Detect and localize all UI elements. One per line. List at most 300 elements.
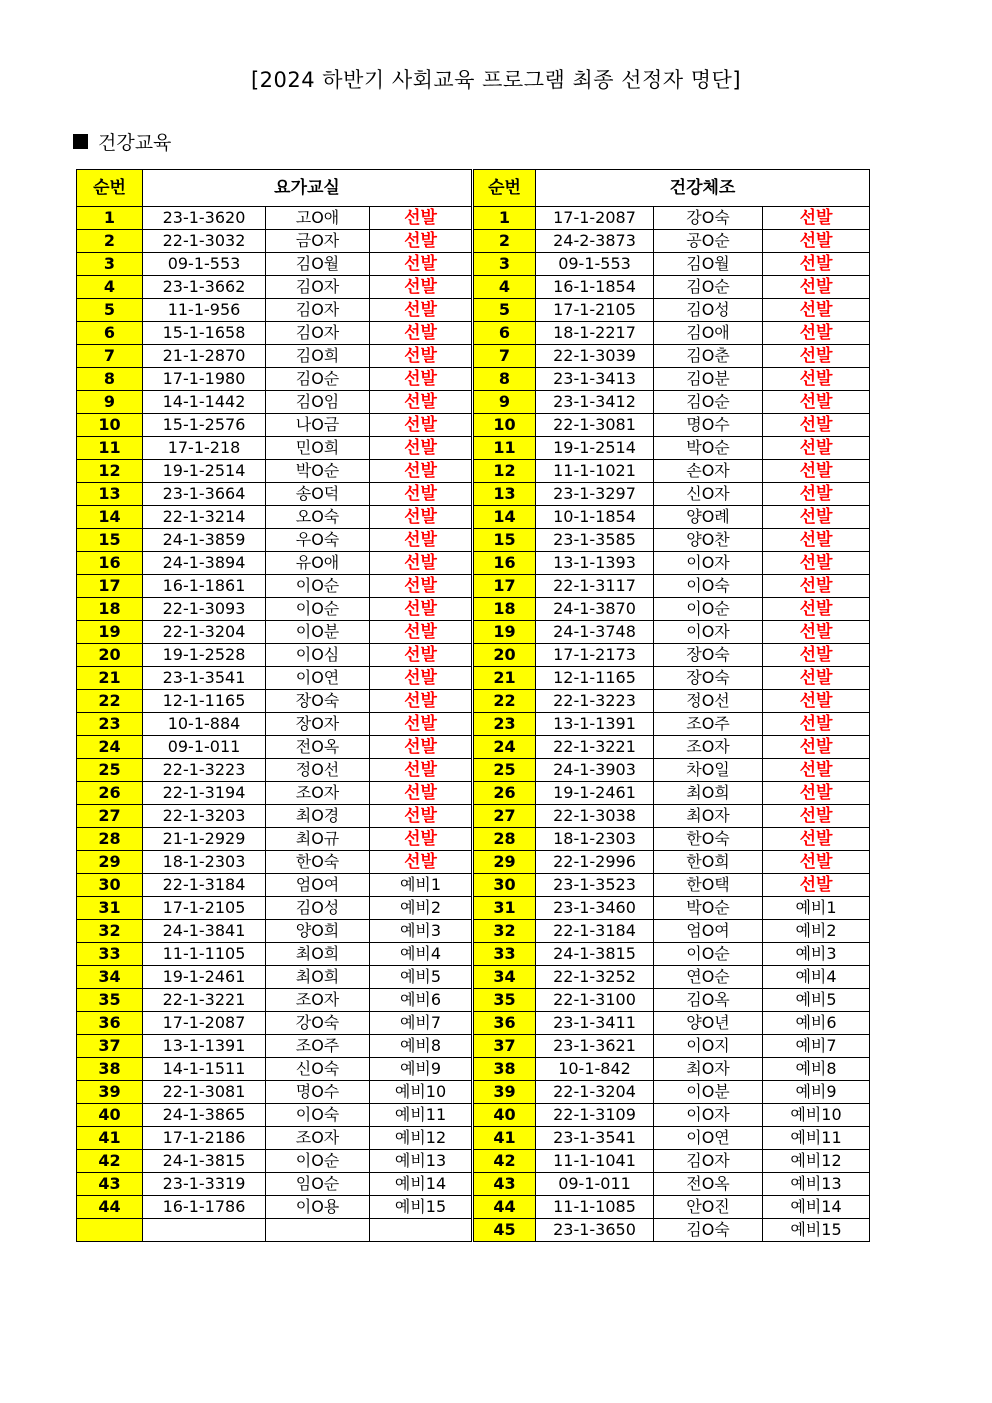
row-number: 43	[474, 1173, 536, 1196]
table-row	[474, 1104, 870, 1127]
table-row	[77, 943, 472, 966]
member-id: 13-1-1393	[536, 552, 654, 575]
row-number: 6	[77, 322, 143, 345]
member-name: 최O경	[266, 805, 370, 828]
row-number: 36	[474, 1012, 536, 1035]
table-row	[474, 690, 870, 713]
member-id: 23-1-3585	[536, 529, 654, 552]
row-number: 5	[474, 299, 536, 322]
row-number: 21	[474, 667, 536, 690]
row-number: 31	[474, 897, 536, 920]
table-row	[77, 920, 472, 943]
member-name: 김O춘	[654, 345, 763, 368]
member-id: 18-1-2303	[143, 851, 266, 874]
row-number: 2	[77, 230, 143, 253]
table-row	[77, 713, 472, 736]
member-id: 22-1-3221	[143, 989, 266, 1012]
member-id: 17-1-2186	[143, 1127, 266, 1150]
member-name: 이O연	[266, 667, 370, 690]
row-number: 29	[77, 851, 143, 874]
row-number: 25	[474, 759, 536, 782]
member-name: 전O옥	[654, 1173, 763, 1196]
selection-status: 선발	[763, 736, 870, 759]
row-number: 37	[77, 1035, 143, 1058]
no-column-header: 순번	[77, 170, 143, 207]
row-number: 25	[77, 759, 143, 782]
yoga-class-rows	[77, 207, 472, 1242]
table-row	[77, 1104, 472, 1127]
selection-status: 선발	[370, 207, 472, 230]
member-name: 임O순	[266, 1173, 370, 1196]
table-row	[77, 437, 472, 460]
table-row	[474, 437, 870, 460]
member-id: 23-1-3650	[536, 1219, 654, 1242]
row-number: 38	[77, 1058, 143, 1081]
row-number: 42	[77, 1150, 143, 1173]
row-number: 34	[77, 966, 143, 989]
member-name: 이O자	[654, 621, 763, 644]
row-number: 11	[77, 437, 143, 460]
row-number: 12	[474, 460, 536, 483]
selection-status: 선발	[763, 644, 870, 667]
no-column-header: 순번	[474, 170, 536, 207]
member-name: 박O순	[266, 460, 370, 483]
selection-status: 예비3	[370, 920, 472, 943]
member-name: 강O숙	[266, 1012, 370, 1035]
row-number	[77, 1219, 143, 1242]
member-name: 강O숙	[654, 207, 763, 230]
selection-status: 예비4	[763, 966, 870, 989]
table-row	[474, 966, 870, 989]
member-name: 고O애	[266, 207, 370, 230]
row-number: 10	[77, 414, 143, 437]
selection-status: 예비10	[763, 1104, 870, 1127]
selection-status: 선발	[763, 299, 870, 322]
row-number: 30	[474, 874, 536, 897]
row-number: 43	[77, 1173, 143, 1196]
member-name: 신O자	[654, 483, 763, 506]
selection-status: 선발	[763, 483, 870, 506]
page-title: [2024 하반기 사회교육 프로그램 최종 선정자 명단]	[250, 68, 742, 92]
table-row	[77, 874, 472, 897]
table-row	[474, 1035, 870, 1058]
member-name: 조O자	[266, 989, 370, 1012]
row-number: 23	[474, 713, 536, 736]
table-row	[77, 1150, 472, 1173]
member-id: 11-1-1021	[536, 460, 654, 483]
selection-status: 선발	[763, 345, 870, 368]
row-number: 3	[77, 253, 143, 276]
row-number: 19	[474, 621, 536, 644]
row-number: 9	[474, 391, 536, 414]
selection-status: 선발	[763, 690, 870, 713]
member-id: 22-1-2996	[536, 851, 654, 874]
selection-status: 선발	[763, 805, 870, 828]
table-row	[474, 506, 870, 529]
member-id: 17-1-2087	[536, 207, 654, 230]
table-row	[77, 851, 472, 874]
selection-status: 선발	[370, 368, 472, 391]
member-id: 22-1-3203	[143, 805, 266, 828]
selection-status: 선발	[763, 276, 870, 299]
table-row	[77, 736, 472, 759]
row-number: 11	[474, 437, 536, 460]
selection-status: 선발	[763, 667, 870, 690]
table-row	[77, 552, 472, 575]
member-id: 10-1-1854	[536, 506, 654, 529]
table-row	[77, 207, 472, 230]
table-row	[77, 345, 472, 368]
member-name: 최O자	[654, 1058, 763, 1081]
member-name: 양O년	[654, 1012, 763, 1035]
member-id: 24-1-3815	[143, 1150, 266, 1173]
member-name: 이O숙	[266, 1104, 370, 1127]
member-name: 김O월	[266, 253, 370, 276]
row-number: 15	[474, 529, 536, 552]
member-name: 공O순	[654, 230, 763, 253]
member-name: 엄O여	[266, 874, 370, 897]
table-row	[474, 368, 870, 391]
section-label: 건강교육	[98, 132, 172, 154]
member-id: 22-1-3117	[536, 575, 654, 598]
table-row	[474, 805, 870, 828]
member-id: 24-1-3841	[143, 920, 266, 943]
selection-status: 예비14	[370, 1173, 472, 1196]
selection-status: 예비5	[763, 989, 870, 1012]
selection-status: 선발	[763, 529, 870, 552]
member-id: 22-1-3093	[143, 598, 266, 621]
member-id: 13-1-1391	[143, 1035, 266, 1058]
table-row	[474, 276, 870, 299]
member-id: 24-1-3894	[143, 552, 266, 575]
member-id: 12-1-1165	[143, 690, 266, 713]
member-id: 15-1-2576	[143, 414, 266, 437]
member-id: 16-1-1854	[536, 276, 654, 299]
row-number: 18	[77, 598, 143, 621]
selection-status: 선발	[370, 759, 472, 782]
table-row	[474, 920, 870, 943]
table-row	[474, 253, 870, 276]
health-exercise-table	[473, 169, 870, 1242]
row-number: 16	[474, 552, 536, 575]
member-id: 22-1-3081	[143, 1081, 266, 1104]
member-id: 17-1-1980	[143, 368, 266, 391]
row-number: 45	[474, 1219, 536, 1242]
row-number: 34	[474, 966, 536, 989]
member-id: 23-1-3460	[536, 897, 654, 920]
member-name: 차O일	[654, 759, 763, 782]
member-name: 안O진	[654, 1196, 763, 1219]
selection-status: 선발	[370, 322, 472, 345]
table-row	[474, 230, 870, 253]
table-row	[77, 667, 472, 690]
member-name: 김O임	[266, 391, 370, 414]
selection-status: 예비11	[763, 1127, 870, 1150]
member-id: 22-1-3204	[536, 1081, 654, 1104]
table-row	[77, 1173, 472, 1196]
table-row	[474, 575, 870, 598]
table-row	[474, 322, 870, 345]
member-name: 이O자	[654, 1104, 763, 1127]
selection-status: 예비8	[370, 1035, 472, 1058]
member-id: 22-1-3100	[536, 989, 654, 1012]
row-number: 36	[77, 1012, 143, 1035]
member-id: 14-1-1442	[143, 391, 266, 414]
member-name: 최O자	[654, 805, 763, 828]
member-name: 최O희	[266, 966, 370, 989]
selection-status: 예비15	[370, 1196, 472, 1219]
row-number: 39	[474, 1081, 536, 1104]
member-id: 16-1-1861	[143, 575, 266, 598]
selection-status: 선발	[763, 575, 870, 598]
selection-status: 선발	[370, 828, 472, 851]
member-name: 이O순	[654, 598, 763, 621]
member-id: 23-1-3411	[536, 1012, 654, 1035]
member-id	[143, 1219, 266, 1242]
member-name: 김O분	[654, 368, 763, 391]
selection-status: 선발	[763, 391, 870, 414]
member-name: 명O수	[654, 414, 763, 437]
selection-status: 선발	[370, 391, 472, 414]
table-row	[474, 874, 870, 897]
selection-status: 선발	[370, 552, 472, 575]
member-id: 15-1-1658	[143, 322, 266, 345]
row-number: 26	[77, 782, 143, 805]
table-row	[474, 552, 870, 575]
member-id: 14-1-1511	[143, 1058, 266, 1081]
row-number: 20	[474, 644, 536, 667]
selection-status: 예비9	[763, 1081, 870, 1104]
selection-status: 선발	[370, 230, 472, 253]
member-id: 18-1-2217	[536, 322, 654, 345]
selection-status: 선발	[370, 276, 472, 299]
row-number: 12	[77, 460, 143, 483]
member-id: 21-1-2929	[143, 828, 266, 851]
table-row	[474, 598, 870, 621]
member-id: 22-1-3039	[536, 345, 654, 368]
selection-status: 선발	[763, 713, 870, 736]
member-name: 김O월	[654, 253, 763, 276]
member-name: 한O택	[654, 874, 763, 897]
member-id: 10-1-842	[536, 1058, 654, 1081]
member-name: 김O자	[266, 322, 370, 345]
member-id: 09-1-553	[143, 253, 266, 276]
table-row	[77, 828, 472, 851]
member-id: 17-1-218	[143, 437, 266, 460]
selection-status: 예비5	[370, 966, 472, 989]
member-name: 송O덕	[266, 483, 370, 506]
member-name: 최O규	[266, 828, 370, 851]
member-name: 유O애	[266, 552, 370, 575]
member-id: 09-1-011	[143, 736, 266, 759]
row-number: 14	[77, 506, 143, 529]
member-id: 12-1-1165	[536, 667, 654, 690]
row-number: 10	[474, 414, 536, 437]
member-name: 이O용	[266, 1196, 370, 1219]
selection-status: 예비7	[763, 1035, 870, 1058]
table-row	[474, 391, 870, 414]
selection-status: 예비1	[763, 897, 870, 920]
row-number: 40	[77, 1104, 143, 1127]
row-number: 17	[474, 575, 536, 598]
selection-status: 예비6	[370, 989, 472, 1012]
member-name: 김O순	[654, 276, 763, 299]
member-id: 24-1-3748	[536, 621, 654, 644]
table-row	[474, 345, 870, 368]
member-name: 양O례	[654, 506, 763, 529]
table-row	[474, 782, 870, 805]
row-number: 33	[77, 943, 143, 966]
selection-status: 선발	[763, 322, 870, 345]
selection-status: 예비12	[763, 1150, 870, 1173]
row-number: 28	[77, 828, 143, 851]
table-row	[474, 1127, 870, 1150]
member-id: 22-1-3223	[143, 759, 266, 782]
table-row	[77, 253, 472, 276]
row-number: 35	[474, 989, 536, 1012]
selection-status: 선발	[763, 828, 870, 851]
table-row	[77, 230, 472, 253]
member-name: 엄O여	[654, 920, 763, 943]
member-id: 19-1-2514	[143, 460, 266, 483]
member-name: 전O옥	[266, 736, 370, 759]
row-number: 35	[77, 989, 143, 1012]
row-number: 7	[77, 345, 143, 368]
member-id: 23-1-3413	[536, 368, 654, 391]
row-number: 41	[77, 1127, 143, 1150]
member-name: 조O주	[654, 713, 763, 736]
table-row	[474, 759, 870, 782]
member-name: 오O숙	[266, 506, 370, 529]
row-number: 4	[474, 276, 536, 299]
member-name: 이O순	[654, 943, 763, 966]
member-id: 23-1-3319	[143, 1173, 266, 1196]
member-id: 18-1-2303	[536, 828, 654, 851]
table-row	[77, 805, 472, 828]
selection-status: 예비1	[370, 874, 472, 897]
selection-status: 예비14	[763, 1196, 870, 1219]
member-name: 김O성	[654, 299, 763, 322]
selection-status: 선발	[370, 345, 472, 368]
yoga-class-title: 요가교실	[143, 170, 472, 207]
row-number: 22	[77, 690, 143, 713]
member-name: 김O옥	[654, 989, 763, 1012]
member-name: 양O희	[266, 920, 370, 943]
selection-status: 선발	[370, 690, 472, 713]
member-id: 24-2-3873	[536, 230, 654, 253]
table-row	[474, 483, 870, 506]
member-id: 22-1-3038	[536, 805, 654, 828]
table-row	[77, 598, 472, 621]
member-id: 21-1-2870	[143, 345, 266, 368]
member-name: 장O숙	[266, 690, 370, 713]
row-number: 8	[474, 368, 536, 391]
table-row	[77, 782, 472, 805]
selection-status: 예비13	[763, 1173, 870, 1196]
member-name: 김O숙	[654, 1219, 763, 1242]
member-id: 24-1-3903	[536, 759, 654, 782]
selection-status: 선발	[370, 713, 472, 736]
selection-status: 예비15	[763, 1219, 870, 1242]
member-name: 이O자	[654, 552, 763, 575]
row-number: 16	[77, 552, 143, 575]
table-row	[474, 851, 870, 874]
row-number: 37	[474, 1035, 536, 1058]
table-row	[77, 414, 472, 437]
selection-status: 선발	[370, 483, 472, 506]
member-name: 한O숙	[654, 828, 763, 851]
selection-status: 선발	[370, 460, 472, 483]
selection-status: 예비7	[370, 1012, 472, 1035]
row-number: 32	[77, 920, 143, 943]
table-row	[474, 1173, 870, 1196]
member-name: 이O분	[654, 1081, 763, 1104]
member-name: 손O자	[654, 460, 763, 483]
member-name: 김O순	[266, 368, 370, 391]
selection-status: 예비2	[763, 920, 870, 943]
member-name	[266, 1219, 370, 1242]
member-id: 22-1-3081	[536, 414, 654, 437]
member-name: 양O찬	[654, 529, 763, 552]
member-id: 11-1-956	[143, 299, 266, 322]
table-row	[474, 644, 870, 667]
selection-status: 선발	[370, 414, 472, 437]
member-id: 09-1-011	[536, 1173, 654, 1196]
row-number: 14	[474, 506, 536, 529]
member-name: 김O순	[654, 391, 763, 414]
row-number: 44	[474, 1196, 536, 1219]
selection-status: 선발	[763, 552, 870, 575]
row-number: 7	[474, 345, 536, 368]
member-id: 23-1-3662	[143, 276, 266, 299]
member-id: 24-1-3870	[536, 598, 654, 621]
member-id: 23-1-3664	[143, 483, 266, 506]
member-name: 김O자	[266, 276, 370, 299]
table-row	[474, 989, 870, 1012]
yoga-class-table	[76, 169, 472, 1242]
table-row	[474, 207, 870, 230]
row-number: 23	[77, 713, 143, 736]
table-row	[474, 897, 870, 920]
table-row	[77, 1081, 472, 1104]
member-id: 11-1-1041	[536, 1150, 654, 1173]
member-id: 16-1-1786	[143, 1196, 266, 1219]
row-number: 24	[474, 736, 536, 759]
selection-status: 선발	[763, 621, 870, 644]
member-name: 조O자	[266, 1127, 370, 1150]
member-name: 이O연	[654, 1127, 763, 1150]
selection-status: 선발	[370, 253, 472, 276]
member-name: 이O지	[654, 1035, 763, 1058]
selection-status: 예비8	[763, 1058, 870, 1081]
selection-status: 선발	[370, 506, 472, 529]
selection-status: 선발	[370, 736, 472, 759]
selection-status: 선발	[763, 207, 870, 230]
selection-status: 선발	[763, 506, 870, 529]
table-row	[474, 1012, 870, 1035]
selection-status: 선발	[763, 782, 870, 805]
table-row	[474, 667, 870, 690]
table-row	[77, 966, 472, 989]
member-name: 최O희	[654, 782, 763, 805]
row-number: 27	[474, 805, 536, 828]
row-number: 33	[474, 943, 536, 966]
table-row	[474, 943, 870, 966]
selection-status: 선발	[763, 759, 870, 782]
member-id: 19-1-2528	[143, 644, 266, 667]
member-name: 김O애	[654, 322, 763, 345]
selection-status: 선발	[370, 529, 472, 552]
